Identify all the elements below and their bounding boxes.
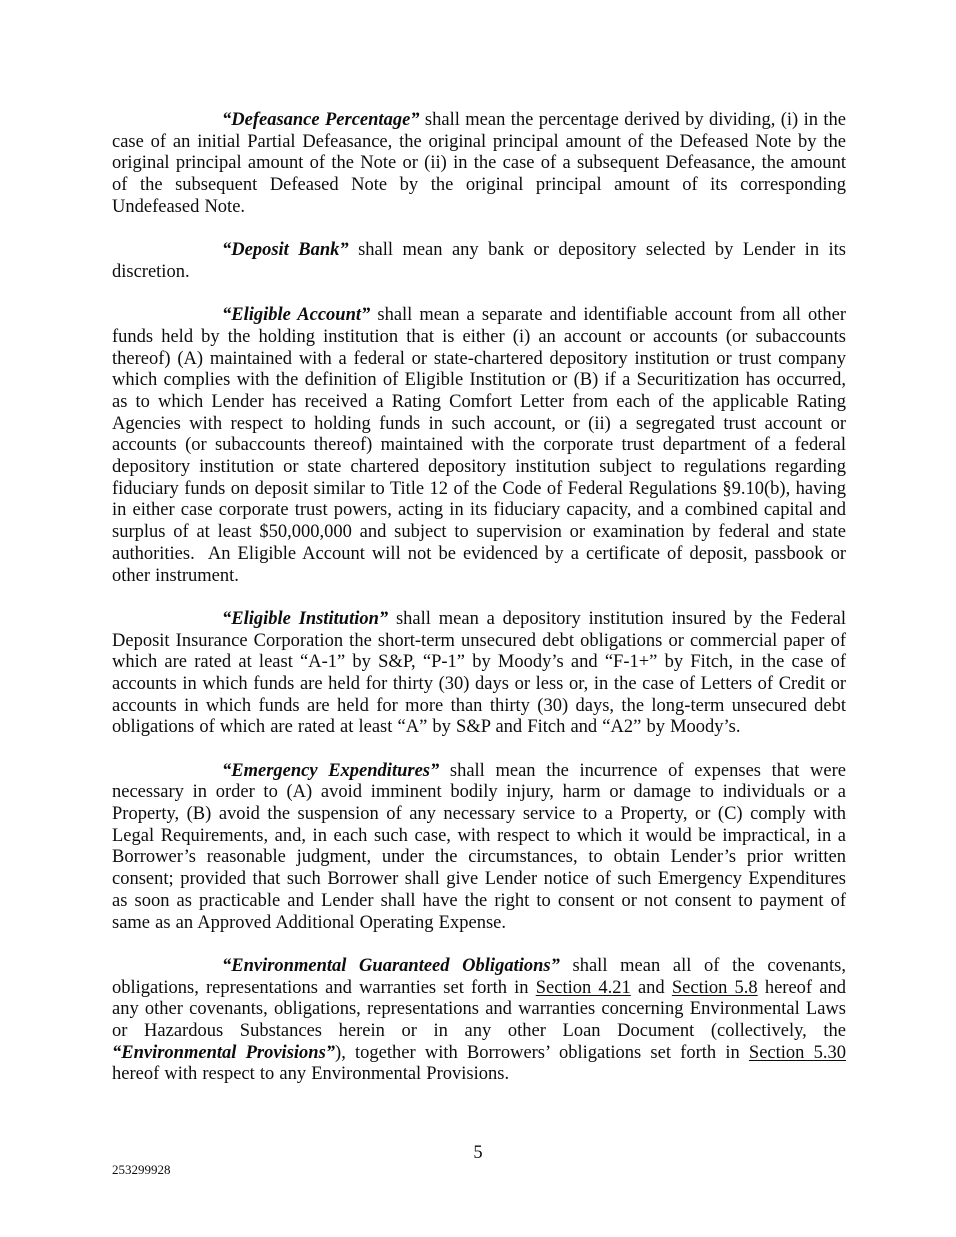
document-body [112, 110, 846, 1086]
definition-text: hereof and any other covenants, obligations, representations and warranties concerning Environmental Laws or Hazardous Substances herein or in any other Loan Document (collectively, the [112, 977, 846, 1041]
section-reference: Section 4.21 [535, 977, 631, 998]
defined-term: “Eligible Account” [222, 305, 371, 326]
definition-text: shall mean the incurrence of expenses that were necessary in order to (A) avoid imminent bodily injury, harm or damage to individuals or a Property, (B) avoid the suspension of any necessary service to a Property, or (C) comply with Legal Requirements, and, in each such case, with respect to which it would be impractical, in a Borrower’s reasonable judgment, under the circumstances, to obtain Lender’s prior written consent; provided that such Borrower shall give Lender notice of such Emergency Expenditures as soon as practicable and Lender shall have the right to consent or not consent to payment of same as an Approved Additional Operating Expense. [112, 760, 846, 933]
defined-term: “Eligible Institution” [222, 608, 389, 629]
definition-text: shall mean a depository institution insured by the Federal Deposit Insurance Corporation the short-term unsecured debt obligations or commercial paper of which are rated at least “A-1” by S&P, “P-1” by Moody’s and “F-1+” by Fitch, in the case of accounts in which funds are held for thirty (30) days or less or, in the case of Letters of Credit or accounts in which funds are held for more than thirty (30) days, the long-term unsecured debt obligations of which are rated at least “A” by S&P and Fitch and “A2” by Moody’s. [112, 608, 846, 738]
defined-term: “Defeasance Percentage” [222, 110, 420, 130]
definition-eligible-institution [112, 609, 846, 739]
definition-emergency-expenditures [112, 761, 846, 935]
definition-environmental-guaranteed-obligations [112, 956, 846, 1086]
definition-text: ), together with Borrowers’ obligations set forth in [335, 1042, 749, 1063]
document-control-number: 253299928 [112, 1162, 171, 1177]
definition-text: shall mean all of the covenants, obligations, representations and warranties set forth in [112, 955, 846, 998]
definition-text: hereof with respect to any Environmental Provisions. [112, 1064, 510, 1085]
section-reference: Section 5.30 [748, 1042, 846, 1063]
definition-text: shall mean the percentage derived by dividing, (i) in the case of an initial Partial Defeasance, the original principal amount of the Defeased Note by the original principal amount of the Note or (ii) in the case of a subsequent Defeasance, the amount of the subsequent Defeased Note by the original principal amount of its corresponding Undefeased Note. [112, 110, 846, 217]
definition-text: shall mean a separate and identifiable account from all other funds held by the holding institution that is either (i) an account or accounts (or subaccounts thereof) (A) maintained with a federal or state-chartered depository institution or trust company which complies with the definition of Eligible Institution or (B) if a Securitization has occurred, as to which Lender has received a Rating Comfort Letter from each of the applicable Rating Agencies with respect to holding funds in such account, or (ii) a segregated trust account or accounts (or subaccounts thereof) maintained with the corporate trust department of a federal depository institution or state chartered depository institution subject to regulations regarding fiduciary funds on deposit similar to Title 12 of the Code of Federal Regulations §9.10(b), having in either case corporate trust powers, acting in its fiduciary capacity, and a combined capital and surplus of at least $50,000,000 and subject to supervision or examination by federal and state authorities. An Eligible Account will not be evidenced by a certificate of deposit, passbook or other instrument. [112, 305, 846, 586]
definition-text: and [630, 977, 672, 998]
definition-deposit-bank [112, 240, 846, 283]
page-number: 5 [473, 1143, 483, 1163]
section-reference: Section 5.8 [671, 977, 758, 998]
definition-defeasance-percentage [112, 110, 846, 219]
defined-term: “Emergency Expenditures” [222, 760, 440, 781]
definition-eligible-account [112, 305, 846, 587]
definition-text: shall mean any bank or depository selected by Lender in its discretion. [112, 240, 846, 282]
defined-term: “Deposit Bank” [222, 240, 349, 261]
defined-term: “Environmental Provisions” [112, 1042, 336, 1063]
defined-term: “Environmental Guaranteed Obligations” [222, 955, 560, 976]
